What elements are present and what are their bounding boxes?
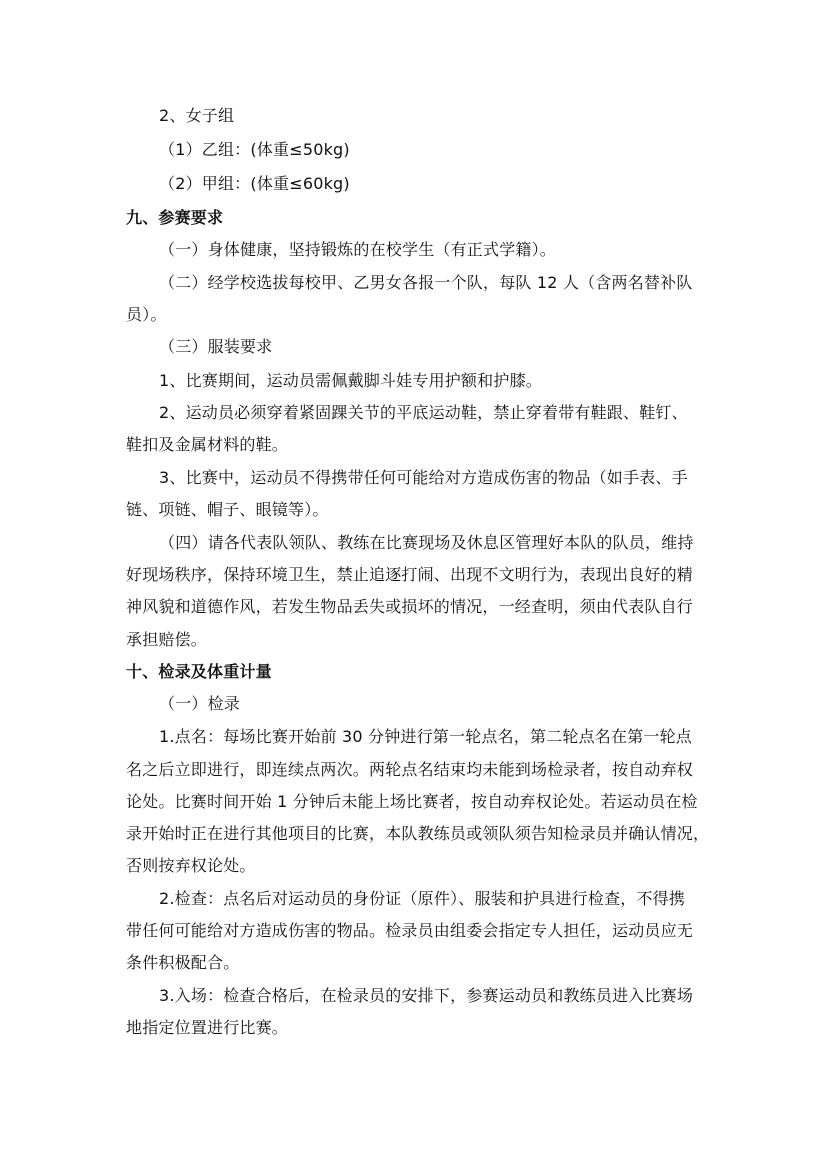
paragraph-line: 2、运动员必须穿着紧固踝关节的平底运动鞋，禁止穿着带有鞋跟、鞋钉、	[159, 403, 688, 422]
paragraph-line: 3.入场：检查合格后，在检录员的安排下，参赛运动员和教练员进入比赛场	[159, 986, 694, 1005]
subsection-heading: （三）服装要求	[159, 337, 273, 356]
paragraph-line: 好现场秩序，保持环境卫生，禁止追逐打闹、出现不文明行为，表现出良好的精	[126, 565, 694, 584]
paragraph-line: 名之后立即进行，即连续点两次。两轮点名结束均未能到场检录者，按自动弃权	[126, 760, 694, 779]
section-subheading: 2、女子组	[159, 106, 235, 125]
paragraph-line: 2.检查：点名后对运动员的身份证（原件）、服装和护具进行检查，不得携	[159, 889, 686, 908]
paragraph-line: 3、比赛中，运动员不得携带任何可能给对方造成伤害的物品（如手表、手	[159, 468, 688, 487]
section-heading: 十、检录及体重计量	[126, 662, 272, 681]
paragraph-line: 带任何可能给对方造成伤害的物品。检录员由组委会指定专人担任，运动员应无	[126, 921, 694, 940]
paragraph-line: 神风貌和道德作风，若发生物品丢失或损坏的情况，一经查明，须由代表队自行	[126, 597, 694, 616]
paragraph-line: 论处。比赛时间开始 1 分钟后未能上场比赛者，按自动弃权论处。若运动员在检	[126, 792, 698, 811]
section-heading: 九、参赛要求	[126, 208, 224, 227]
paragraph-line: （四）请各代表队领队、教练在比赛现场及休息区管理好本队的队员，维持	[159, 533, 694, 552]
paragraph-line: （二）经学校选拔每校甲、乙男女各报一个队，每队 12 人（含两名替补队	[159, 273, 693, 292]
paragraph-line: 链、项链、帽子、眼镜等）。	[126, 500, 329, 519]
paragraph-line: 条件积极配合。	[126, 953, 240, 972]
paragraph-line: 1.点名：每场比赛开始前 30 分钟进行第一轮点名，第二轮点名在第一轮点	[159, 727, 692, 746]
paragraph-line: 承担赔偿。	[126, 630, 208, 649]
paragraph-line: 鞋扣及金属材料的鞋。	[126, 435, 289, 454]
paragraph-line: 1、比赛期间，运动员需佩戴脚斗娃专用护额和护膝。	[159, 371, 542, 390]
paragraph-line: 否则按弃权论处。	[126, 856, 256, 875]
paragraph-line: 地指定位置进行比赛。	[126, 1018, 289, 1037]
paragraph-line: 录开始时正在进行其他项目的比赛，本队教练员或领队须告知检录员并确认情况，	[126, 824, 710, 843]
paragraph-line: 员）。	[126, 305, 167, 324]
weight-class-item: （1）乙组：(体重≤50kg)	[159, 140, 350, 159]
weight-class-item: （2）甲组：(体重≤60kg)	[159, 174, 350, 193]
subsection-heading: （一）检录	[159, 694, 241, 713]
paragraph-line: （一）身体健康，坚持锻炼的在校学生（有正式学籍）。	[159, 240, 557, 259]
